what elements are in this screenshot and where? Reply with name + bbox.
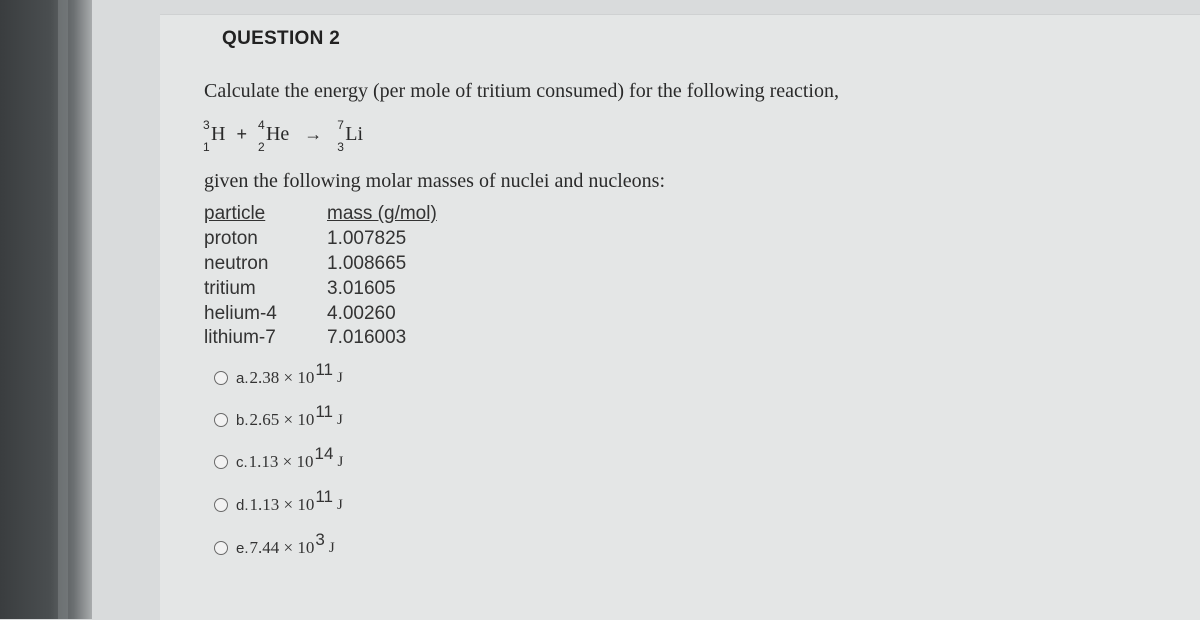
radio-button[interactable] <box>214 541 228 555</box>
atomic-number: 3 <box>337 140 344 154</box>
given-text: given the following molar masses of nuclei and nucleons: <box>204 170 666 192</box>
table-cell-particle: neutron <box>204 252 269 274</box>
table-header-mass: mass (g/mol) <box>327 203 437 225</box>
radio-button[interactable] <box>214 455 228 469</box>
answer-option-b[interactable] <box>214 402 343 435</box>
table-cell-particle: lithium-7 <box>204 327 276 349</box>
option-value: 2.65 × 10 <box>249 410 315 429</box>
table-cell-particle: proton <box>204 228 258 250</box>
option-exponent: 11 <box>315 360 334 379</box>
option-value: 1.13 × 10 <box>248 452 314 471</box>
reaction-equation <box>203 118 363 160</box>
atomic-number: 1 <box>203 140 210 154</box>
element-symbol: H <box>211 123 226 145</box>
table-row <box>204 227 437 252</box>
table-cell-particle: helium-4 <box>204 302 277 324</box>
option-exponent: 14 <box>314 444 334 463</box>
table-row <box>204 301 437 326</box>
option-exponent: 11 <box>315 487 334 506</box>
radio-button[interactable] <box>214 498 228 512</box>
option-value: 2.38 × 10 <box>249 368 315 387</box>
plus-sign: + <box>236 124 247 144</box>
option-unit: J <box>337 369 343 386</box>
radio-button[interactable] <box>214 371 228 385</box>
answer-option-e[interactable] <box>214 530 335 563</box>
table-row <box>204 276 437 301</box>
molar-mass-table <box>204 202 437 351</box>
option-value: 7.44 × 10 <box>249 538 315 557</box>
mass-number: 4 <box>257 118 265 132</box>
option-value: 1.13 × 10 <box>249 495 315 514</box>
option-unit: J <box>337 411 343 428</box>
nuclide-lithium <box>337 118 364 154</box>
table-cell-mass: 1.008665 <box>327 252 407 274</box>
option-letter: e. <box>236 539 249 557</box>
option-letter: b. <box>236 411 249 429</box>
reaction-arrow: → <box>304 124 323 144</box>
table-header-row <box>204 202 437 227</box>
option-letter: c. <box>236 453 248 471</box>
option-unit: J <box>337 496 343 513</box>
radio-button[interactable] <box>214 413 228 427</box>
atomic-number: 2 <box>257 140 265 154</box>
option-letter: d. <box>236 496 249 514</box>
option-exponent: 3 <box>315 530 325 549</box>
table-header-particle: particle <box>204 203 266 225</box>
mass-number: 7 <box>337 118 344 132</box>
option-unit: J <box>328 539 335 556</box>
mass-number: 3 <box>203 118 210 132</box>
panel-top-border <box>160 14 1200 15</box>
table-row <box>204 326 437 351</box>
nuclide-helium <box>257 118 290 154</box>
left-edge-background <box>0 0 92 619</box>
table-cell-mass: 7.016003 <box>327 327 407 349</box>
question-title: QUESTION 2 <box>222 28 341 49</box>
element-symbol: Li <box>345 123 364 145</box>
option-unit: J <box>337 453 344 470</box>
option-exponent: 11 <box>315 402 334 421</box>
table-cell-mass: 3.01605 <box>327 277 396 299</box>
table-cell-mass: 1.007825 <box>327 228 407 250</box>
nuclide-tritium <box>203 118 226 154</box>
option-letter: a. <box>236 369 249 387</box>
element-symbol: He <box>265 123 290 145</box>
answer-option-c[interactable] <box>214 444 344 477</box>
table-row <box>204 252 437 277</box>
table-cell-mass: 4.00260 <box>327 302 396 324</box>
answer-option-a[interactable] <box>214 360 343 393</box>
table-cell-particle: tritium <box>204 277 256 299</box>
answer-option-d[interactable] <box>214 487 343 520</box>
question-prompt: Calculate the energy (per mole of tritium consumed) for the following reaction, <box>204 80 839 102</box>
